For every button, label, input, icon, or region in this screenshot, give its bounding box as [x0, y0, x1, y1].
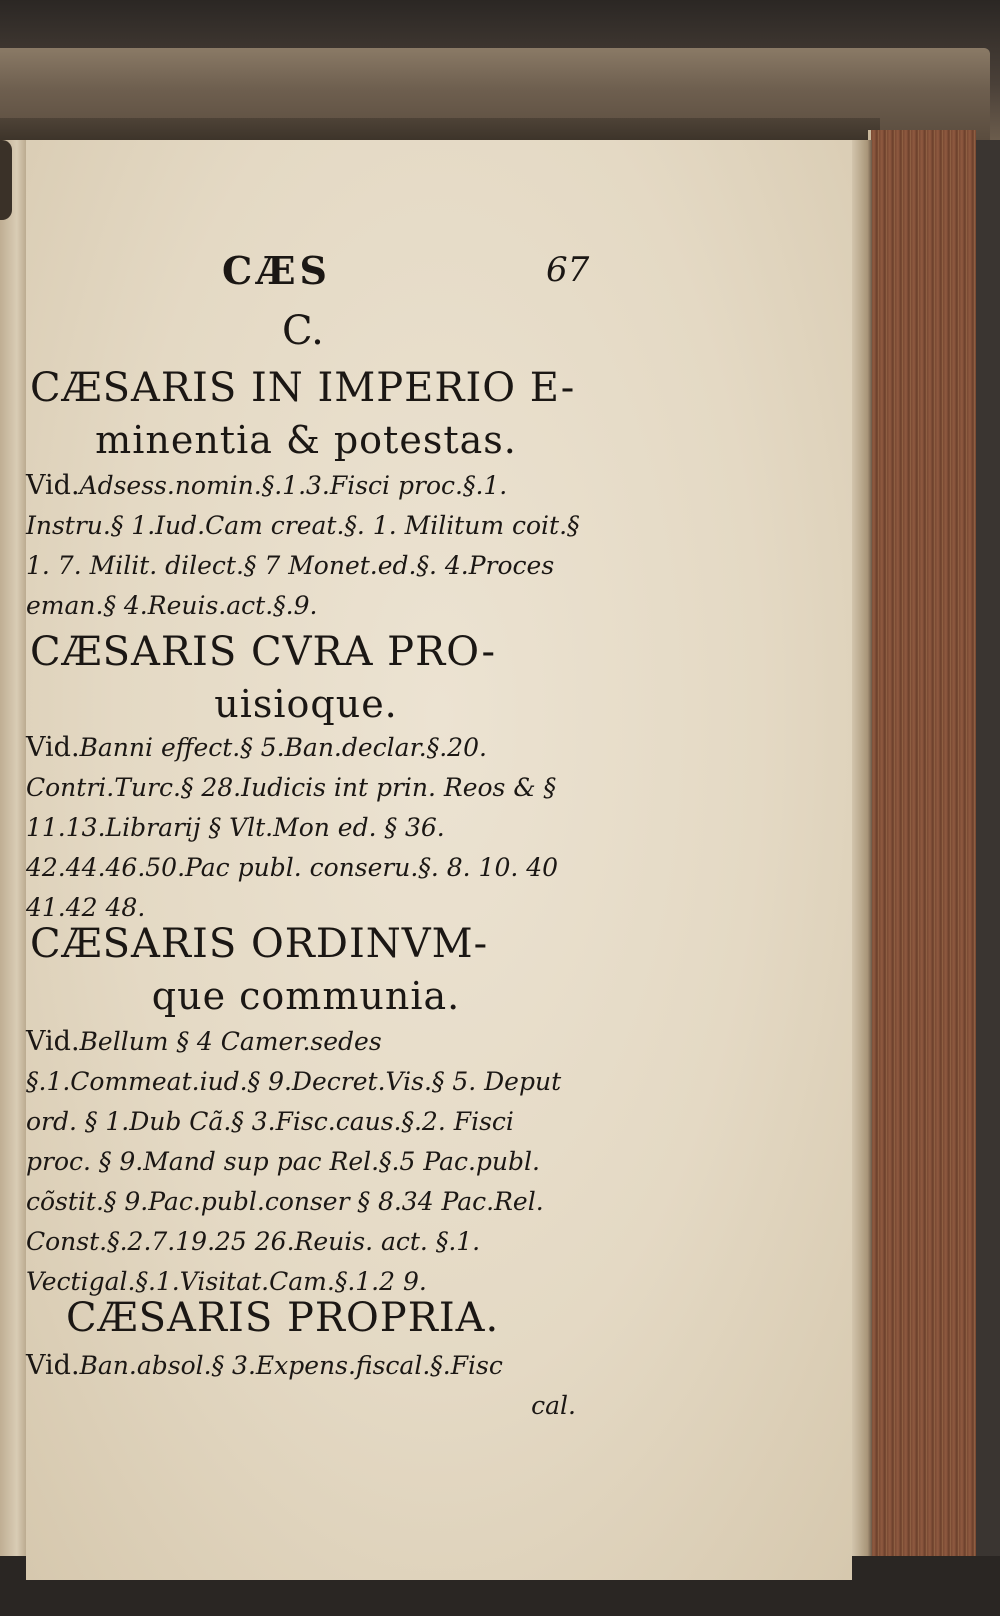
page-number: 67: [546, 250, 590, 290]
heading-line: CÆSARIS PROPRIA.: [66, 1295, 500, 1341]
heading-line: CÆSARIS ORDINVM-: [30, 921, 489, 967]
entry-heading: [26, 918, 586, 1022]
reference-list: Adsess.nomin.§.1.3.Fisci proc.§.1. Instru.§ 1.Iud.Cam creat.§. 1. Militum coit.§ 1. 7. Milit. dilect.§ 7 Monet.ed.§. 4.Proces eman.§ 4.Reuis.act.§.9.: [26, 471, 580, 620]
running-head: CÆS: [222, 248, 331, 293]
book-fore-edge: [868, 130, 976, 1580]
heading-line: que communia.: [151, 974, 461, 1018]
heading-line: minentia & potestas.: [95, 418, 517, 462]
reference-list: Ban.absol.§ 3.Expens.fiscal.§.Fisc: [79, 1351, 503, 1380]
reference-tail: cal.: [531, 1391, 576, 1420]
vid-label: Vid.: [26, 1026, 80, 1057]
entry-references: [26, 728, 586, 928]
page-text: [26, 140, 852, 1580]
heading-line: uisioque.: [214, 682, 398, 726]
vid-label: Vid.: [26, 732, 80, 763]
entry-references: [26, 466, 586, 626]
facing-page-curl: [0, 140, 12, 220]
reference-list: Banni effect.§ 5.Ban.declar.§.20. Contri.Turc.§ 28.Iudicis int prin. Reos & § 11.13.Librarij § Vlt.Mon ed. § 36. 42.44.46.50.Pac publ. conseru.§. 8. 10. 40 41.42 48.: [26, 733, 559, 922]
heading-line: CÆSARIS CVRA PRO-: [30, 629, 496, 675]
entry-references: [26, 1346, 586, 1426]
book-page: [26, 140, 852, 1580]
reference-list: Bellum § 4 Camer.sedes §.1.Commeat.iud.§ 9.Decret.Vis.§ 5. Deput ord. § 1.Dub Cã.§ 3.Fisc.caus.§.2. Fisci proc. § 9.Mand sup pac Rel.§.5 Pac.publ. cõstit.§ 9.Pac.publ.conser § 8.34 Pac.Rel. Const.§.2.7.19.25 26.Reuis. act. §.1. Vectigal.§.1.Visitat.Cam.§.1.2 9.: [26, 1027, 562, 1296]
entry-heading: [26, 626, 586, 730]
vid-label: Vid.: [26, 1350, 80, 1381]
page-edge-shadow: [850, 140, 872, 1580]
section-letter: C.: [282, 308, 324, 354]
book-top-shadow: [0, 118, 880, 142]
vid-label: Vid.: [26, 470, 80, 501]
entry-heading: [26, 1292, 586, 1344]
heading-line: CÆSARIS IN IMPERIO E-: [30, 365, 576, 411]
entry-references: [26, 1022, 586, 1302]
entry-heading: [26, 362, 586, 466]
